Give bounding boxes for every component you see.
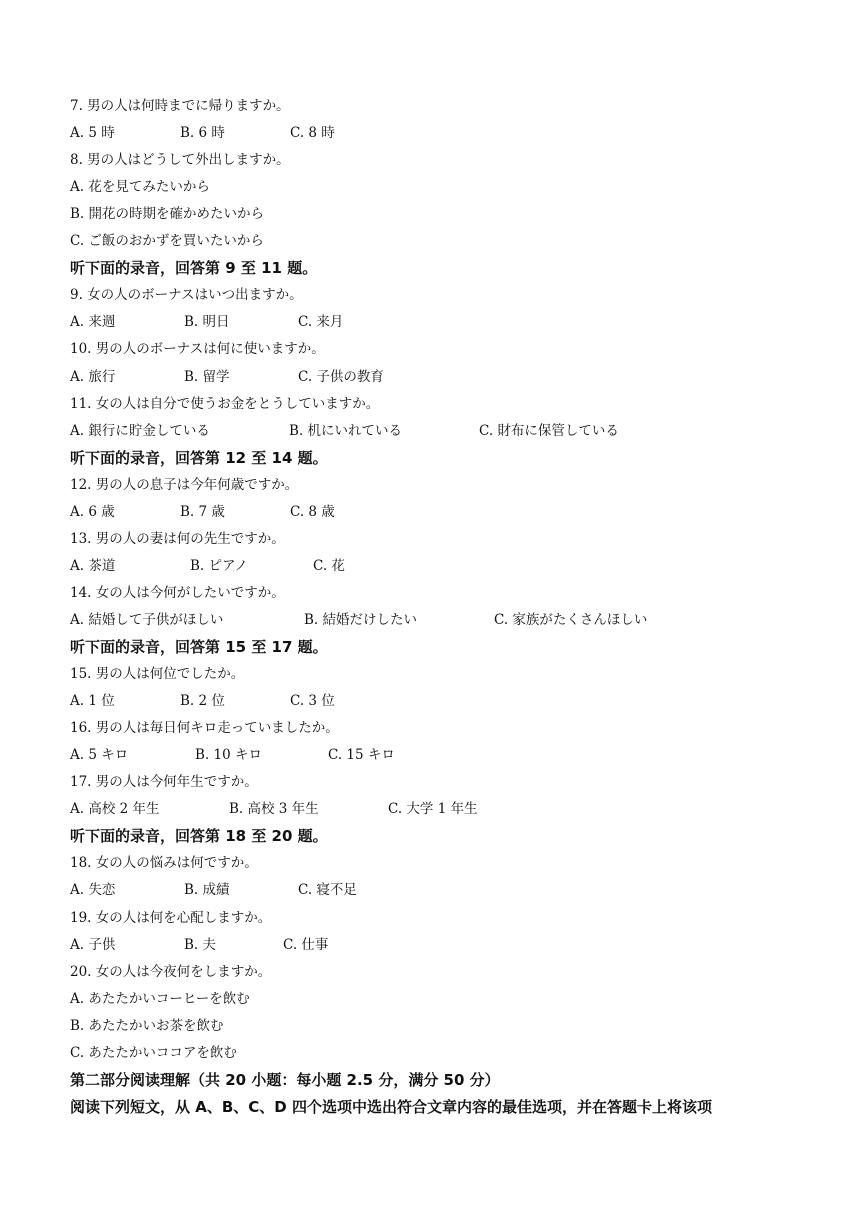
question-line: 20. 女の人は今夜何をしますか。 — [70, 963, 272, 980]
section-heading: 阅读下列短文，从 A、B、C、D 四个选项中选出符合文章内容的最佳选项，并在答题卡上将该项 — [70, 1097, 712, 1116]
question-line: B. 開花の時期を確かめたいから — [70, 206, 265, 223]
question-line: C. あたたかいココアを飲む — [70, 1044, 237, 1061]
answer-option: A. 失恋 — [70, 882, 116, 899]
question-line: 7. 男の人は何時までに帰りますか。 — [70, 98, 290, 114]
question-line: 9. 女の人のボーナスはいつ出ますか。 — [70, 287, 303, 304]
answer-option: C. 家族がたくさんほしい — [494, 611, 648, 628]
answer-option: C. 寝不足 — [298, 882, 357, 899]
answer-option: A. 子供 — [70, 936, 116, 953]
answer-option: A. 結婚して子供がほしい — [70, 611, 224, 628]
question-line: 19. 女の人は何を心配しますか。 — [70, 909, 272, 926]
question-line: B. あたたかいお茶を飲む — [70, 1017, 224, 1034]
answer-option: C. 8 時 — [290, 125, 335, 142]
question-line: 10. 男の人のボーナスは何に使いますか。 — [70, 341, 325, 358]
answer-option: B. 留学 — [184, 368, 230, 385]
question-line: A. あたたかいコーヒーを飲む — [70, 990, 250, 1007]
answer-option: B. 明日 — [184, 314, 230, 331]
answer-option: A. 5 キロ — [70, 747, 129, 764]
answer-option: C. 8 歳 — [290, 503, 335, 520]
answer-option: A. 1 位 — [70, 693, 115, 710]
section-heading: 听下面的录音，回答第 15 至 17 题。 — [70, 638, 328, 656]
question-line: 11. 女の人は自分で使うお金をとうしていますか。 — [70, 395, 380, 412]
section-heading: 听下面的录音，回答第 9 至 11 题。 — [70, 259, 318, 278]
question-line: C. ご飯のおかずを買いたいから — [70, 233, 264, 250]
answer-option: B. 7 歳 — [180, 503, 225, 520]
section-heading: 听下面的录音，回答第 18 至 20 题。 — [70, 827, 328, 846]
answer-option: B. 結婚だけしたい — [304, 611, 418, 628]
question-line: 12. 男の人の息子は今年何歳ですか。 — [70, 476, 299, 493]
answer-option: C. 仕事 — [283, 936, 329, 953]
answer-option: A. 5 時 — [70, 125, 115, 142]
answer-option: A. 銀行に貯金している — [70, 422, 210, 439]
answer-option: B. 机にいれている — [289, 422, 403, 439]
answer-option: B. 2 位 — [180, 693, 225, 710]
answer-option: B. 10 キロ — [195, 747, 262, 764]
section-heading: 第二部分阅读理解（共 20 小题：每小题 2.5 分，满分 50 分） — [70, 1070, 500, 1089]
answer-option: A. 6 歳 — [70, 503, 115, 520]
answer-option: B. 高校 3 年生 — [229, 801, 319, 818]
question-line: A. 花を見てみたいから — [70, 179, 210, 196]
answer-option: B. 6 時 — [180, 125, 225, 142]
answer-option: C. 15 キロ — [328, 747, 395, 764]
answer-option: C. 財布に保管している — [479, 422, 619, 439]
answer-option: C. 花 — [313, 557, 345, 574]
answer-option: C. 来月 — [298, 314, 344, 331]
answer-option: A. 茶道 — [70, 557, 116, 574]
answer-option: A. 高校 2 年生 — [70, 801, 160, 818]
answer-option: C. 子供の教育 — [298, 368, 384, 385]
answer-option: B. 夫 — [184, 936, 217, 953]
question-line: 8. 男の人はどうして外出しますか。 — [70, 152, 290, 169]
answer-option: B. ピアノ — [190, 557, 248, 574]
answer-option: C. 3 位 — [290, 693, 335, 710]
question-line: 18. 女の人の悩みは何ですか。 — [70, 855, 258, 872]
question-line: 16. 男の人は毎日何キロ走っていましたか。 — [70, 720, 339, 737]
answer-option: A. 旅行 — [70, 368, 116, 385]
answer-option: A. 来週 — [70, 314, 116, 331]
question-line: 15. 男の人は何位でしたか。 — [70, 666, 245, 683]
answer-option: B. 成績 — [184, 882, 230, 899]
question-line: 17. 男の人は今何年生ですか。 — [70, 774, 258, 791]
answer-option: C. 大学 1 年生 — [388, 801, 478, 818]
section-heading: 听下面的录音，回答第 12 至 14 题。 — [70, 448, 328, 467]
question-line: 14. 女の人は今何がしたいですか。 — [70, 584, 285, 601]
question-line: 13. 男の人の妻は何の先生ですか。 — [70, 530, 285, 547]
